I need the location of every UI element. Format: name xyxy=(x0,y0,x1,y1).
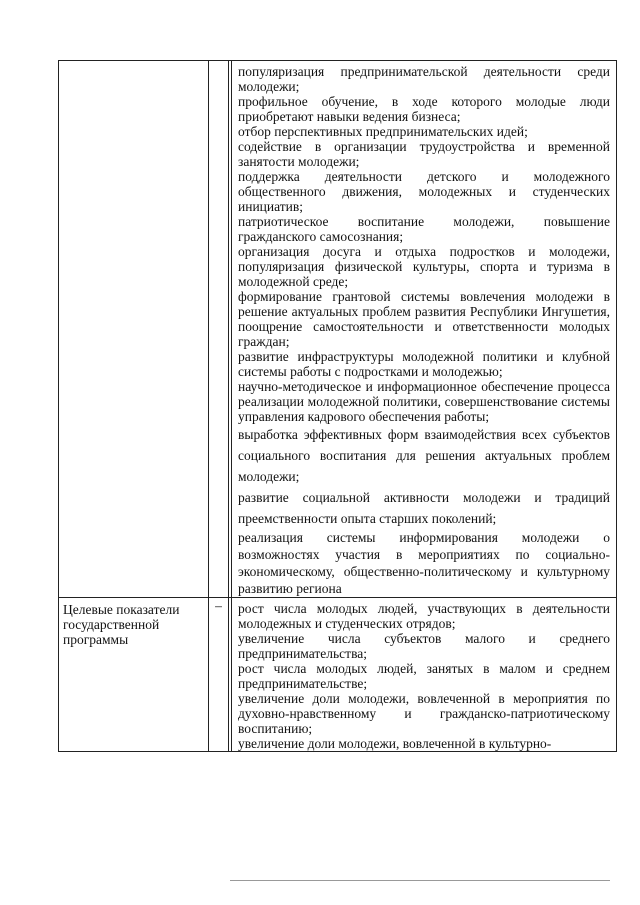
row-label-cell: Целевые показатели государственной программы xyxy=(59,598,209,752)
list-item: увеличение числа субъектов малого и среднего предпринимательства; xyxy=(238,631,610,661)
table-row-tasks xyxy=(59,61,617,598)
list-item: содействие в организации трудоустройства и временной занятости молодежи; xyxy=(238,139,610,169)
dash-cell xyxy=(209,61,229,598)
row-label-cell xyxy=(59,61,209,598)
list-item: увеличение доли молодежи, вовлеченной в культурно- xyxy=(238,736,552,751)
list-item: рост числа молодых людей, участвующих в деятельности молодежных и студенческих отрядов; xyxy=(238,601,610,631)
list-item: организация досуга и отдыха подростков и молодежи, популяризация физической культуры, спорта и туризма в молодежной среде; xyxy=(238,244,610,289)
dash-cell: – xyxy=(209,598,229,752)
list-item: развитие социальной активности молодежи и традиций преемственности опыта старших поколений; xyxy=(238,490,610,526)
row-content-cell xyxy=(232,61,617,598)
list-item: формирование грантовой системы вовлечения молодежи в решение актуальных проблем развития Республики Ингушетия, поощрение самостоятельности и ответственности молодых граждан; xyxy=(238,289,610,349)
list-item: патриотическое воспитание молодежи, повышение гражданского самосознания; xyxy=(238,214,610,244)
list-item: научно-методическое и информационное обеспечение процесса реализации молодежной политики, совершенствование системы управления кадрового обеспечения работы; xyxy=(238,379,610,424)
list-item: выработка эффективных форм взаимодействия всех субъектов социального воспитания для решения актуальных проблем молодежи; xyxy=(238,427,610,484)
list-item: увеличение доли молодежи, вовлеченной в мероприятия по духовно-нравственному и гражданско-патриотическому воспитанию; xyxy=(238,691,610,736)
list-item: профильное обучение, в ходе которого молодые люди приобретают навыки ведения бизнеса; xyxy=(238,94,610,124)
list-item: развитие инфраструктуры молодежной политики и клубной системы работы с подростками и молодежью; xyxy=(238,349,610,379)
footer-rule xyxy=(230,880,610,881)
list-item: популяризация предпринимательской деятельности среди молодежи; xyxy=(238,64,610,94)
list-item: поддержка деятельности детского и молодежного общественного движения, молодежных и студенческих инициатив; xyxy=(238,169,610,214)
table-row-indicators xyxy=(59,598,617,752)
list-item: рост числа молодых людей, занятых в малом и среднем предпринимательстве; xyxy=(238,661,610,691)
list-item: реализация системы информирования молодежи о возможностях участия в мероприятиях по социально-экономическому, общественно-политическому и культурному развитию региона xyxy=(238,530,610,596)
program-table xyxy=(58,60,617,752)
row-content-cell xyxy=(232,598,617,752)
list-item: отбор перспективных предпринимательских идей; xyxy=(238,124,528,139)
